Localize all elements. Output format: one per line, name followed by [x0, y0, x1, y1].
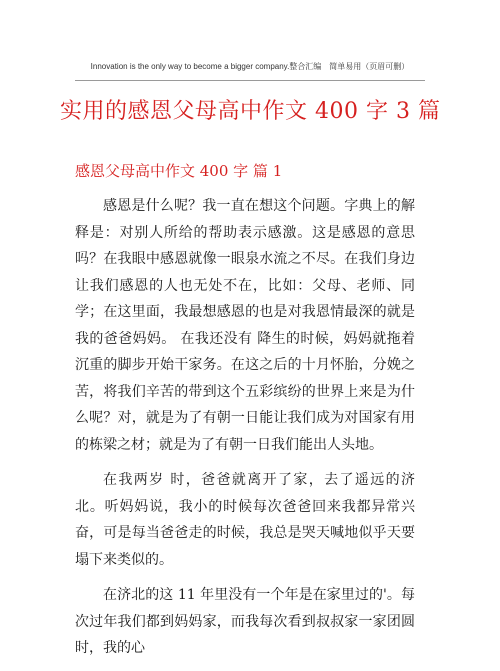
- body-text: [75, 193, 415, 671]
- section-title: 感恩父母高中作文 400 字 篇 1: [75, 162, 283, 180]
- header-divider: [75, 80, 425, 81]
- paragraph: 在济北的这 11 年里没有一个年是在家里过的'。每次过年我们都到妈妈家，而我每次看到叔叔家一家团圆时，我的心: [75, 587, 415, 656]
- page-header: Innovation is the only way to become a bigger company.整合汇编 简单易用（页眉可删）: [90, 62, 410, 71]
- paragraph: 在我两岁 时，爸爸就离开了家，去了遥远的济北。听妈妈说，我小的时候每次爸爸回来我都异常兴奋，可是每当爸爸走的时候，我总是哭天喊地似乎天要塌下来类似的。: [75, 472, 415, 568]
- document-title: 实用的感恩父母高中作文 400 字 3 篇: [60, 99, 441, 124]
- paragraph: 感恩是什么呢？我一直在想这个问题。字典上的解释是：对别人所给的帮助表示感激。这是感恩的意思吗？在我眼中感恩就像一眼泉水流之不尽。在我们身边让我们感恩的人也无处不在，比如：父母、老师、同学；在这里面，我最想感恩的也是对我恩情最深的就是我的爸爸妈妈。 在我还没有 降生的时候，妈妈就拖着沉重的脚步开始干家务。在这之后的十月怀胎，分娩之苦，将我们辛苦的带到这个五彩缤纷的世界上来是为什么呢？对，就是为了有朝一日能让我们成为对国家有用的栋梁之材；就是为了有朝一日我们能出人头地。: [75, 198, 415, 453]
